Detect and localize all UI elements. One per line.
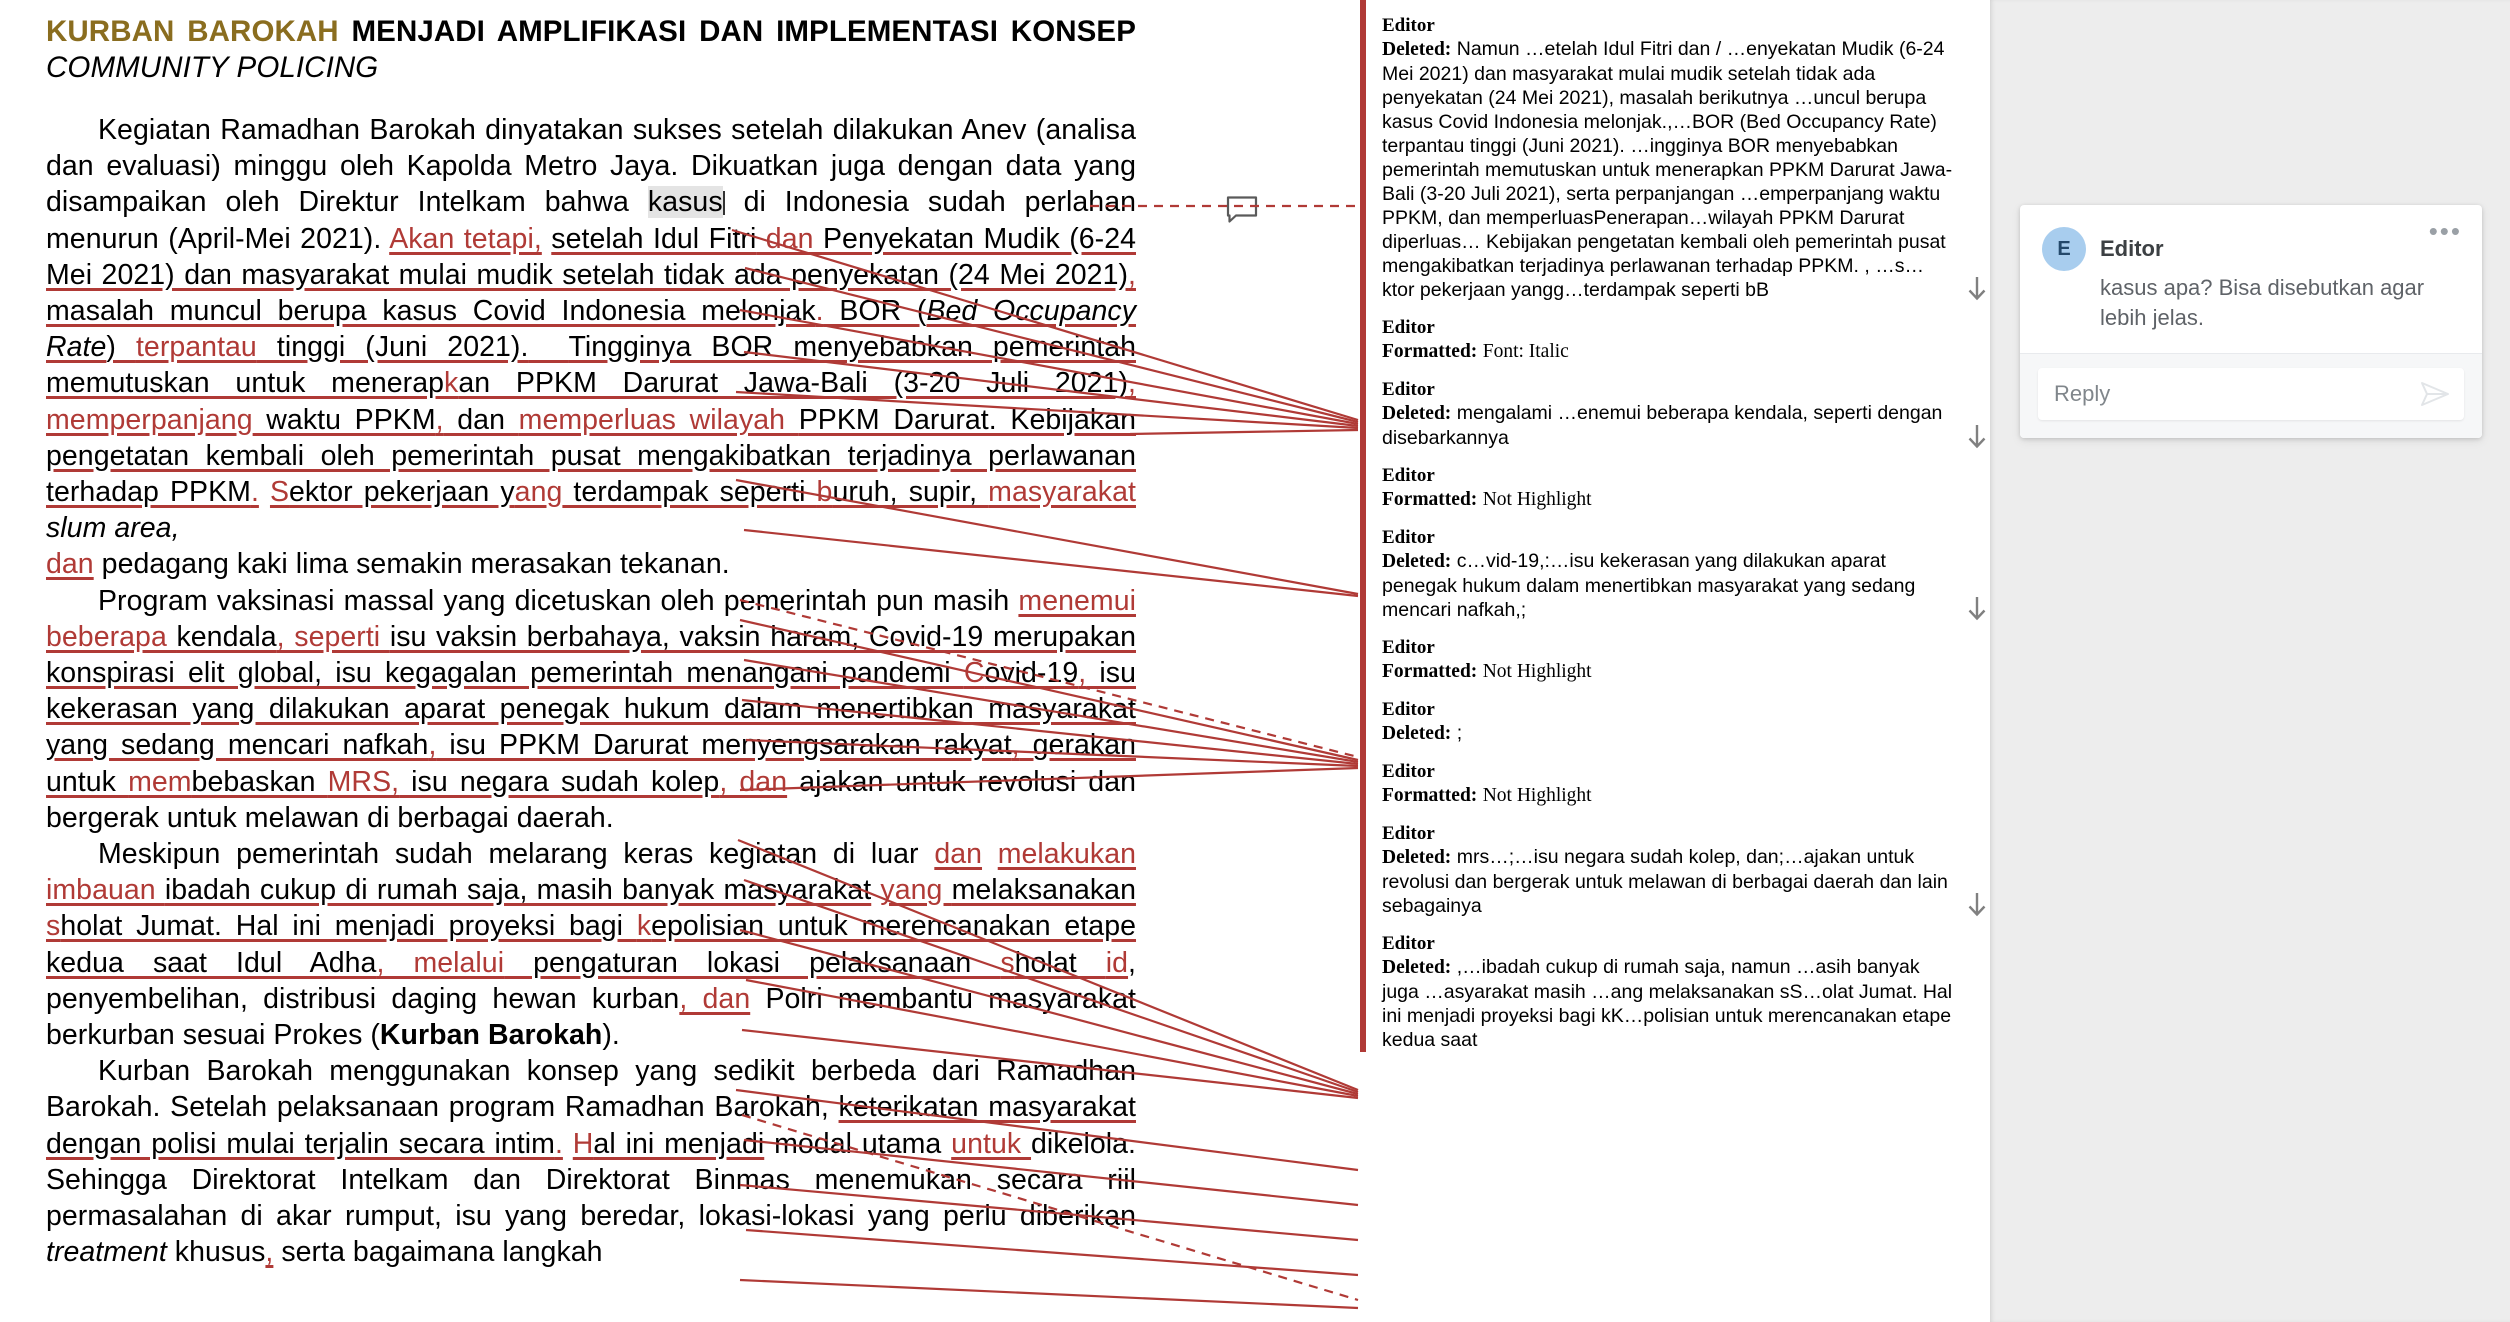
change-bar: [1360, 918, 1366, 1052]
balloon-author: Editor: [1382, 15, 1435, 36]
markup-balloon[interactable]: [1360, 364, 1990, 450]
markup-balloon[interactable]: [1360, 512, 1990, 622]
markup-balloon[interactable]: [1360, 0, 1990, 302]
markup-balloon-pane: [1360, 0, 1990, 1322]
page-title: [46, 14, 1136, 86]
markup-balloon[interactable]: [1360, 746, 1990, 808]
change-bar: [1360, 0, 1366, 302]
comment-card[interactable]: [2020, 205, 2482, 438]
change-bar: [1360, 512, 1366, 622]
balloon-value: Not Highlight: [1482, 785, 1592, 806]
balloon-label: Deleted:: [1382, 39, 1452, 60]
comment-author: Editor: [2100, 236, 2164, 261]
balloon-label: Formatted:: [1382, 489, 1478, 510]
balloon-value: Namun …etelah Idul Fitri dan / …enyekatan Mudik (6-24 Mei 2021) dan masyarakat mulai mudik setelah tidak ada penyekatan (24 Mei 2021), masalah berikutnya …uncul berupa kasus Covid Indonesia melonjak.,…BOR (Bed Occupancy Rate) terpantau tinggi (Juni 2021). …ingginya BOR menyebabkan pemerintah memutuskan untuk menerapkan PPKM Darurat Jawa-Bali (3-20 Juli 2021), serta perpanjangan …emperpanjang waktu PPKM, dan memperluasPenerapan…wilayah PPKM Darurat diperluas… Kebijakan pengetatan kembali oleh pemerintah pusat mengakibatkan terjadinya perlawanan terhadap PPKM. , …s…ktor pekerjaan yangg…terdampak seperti bB: [1382, 38, 1953, 301]
balloon-body: [1382, 549, 1990, 622]
balloon-label: Deleted:: [1382, 551, 1452, 572]
balloon-value: Not Highlight: [1482, 661, 1592, 682]
comment-more-options-icon[interactable]: •••: [2428, 216, 2462, 246]
markup-balloon[interactable]: [1360, 302, 1990, 364]
balloon-label: Deleted:: [1382, 403, 1452, 424]
balloon-body: [1382, 659, 1990, 684]
balloon-author: Editor: [1382, 761, 1435, 782]
balloon-body: [1382, 487, 1990, 512]
markup-balloon[interactable]: [1360, 450, 1990, 512]
balloon-author: Editor: [1382, 465, 1435, 486]
balloon-label: Deleted:: [1382, 723, 1452, 744]
change-bar: [1360, 684, 1366, 746]
change-bar: [1360, 808, 1366, 918]
balloon-value: c…vid-19,:…isu kekerasan yang dilakukan aparat penegak hukum dalam menertibkan masyarakat yang sedang mencari nafkah,;: [1382, 550, 1916, 621]
reply-placeholder: Reply: [2054, 381, 2111, 406]
change-bar: [1360, 746, 1366, 808]
overflow-arrow-icon[interactable]: [1966, 596, 1988, 622]
balloon-body: [1382, 721, 1990, 746]
paragraph-4[interactable]: Kurban Barokah menggunakan konsep yang sedikit berbeda dari Ramadhan Barokah. Setelah pelaksanaan program Ramadhan Barokah, keterikatan masyarakat dengan polisi mulai terjalin secara intim. Hal ini menjadi modal utama untuk dikelola. Sehingga Direktorat Intelkam dan Direktorat Binmas menemukan secara riil permasalahan di akar rumput, isu yang beredar, lokasi-lokasi yang perlu diberikan treatment khusus, serta bagaimana langkah: [46, 1055, 1137, 1269]
comment-anchor-icon[interactable]: [1225, 193, 1259, 227]
balloon-label: Formatted:: [1382, 661, 1478, 682]
send-icon[interactable]: [2420, 380, 2450, 408]
markup-balloon[interactable]: [1360, 918, 1990, 1052]
balloon-label: Formatted:: [1382, 785, 1478, 806]
comment-card-bottom: [2020, 353, 2482, 438]
balloon-body: [1382, 339, 1990, 364]
comment-card-top: [2020, 205, 2482, 353]
insertion-akan-tetapi: Akan tetapi,: [389, 222, 542, 255]
balloon-label: Deleted:: [1382, 847, 1452, 868]
comment-header-row: [2042, 227, 2460, 271]
balloon-value: Not Highlight: [1482, 489, 1592, 510]
markup-balloon[interactable]: [1360, 808, 1990, 918]
balloon-author: Editor: [1382, 933, 1435, 954]
paragraph-1[interactable]: Kegiatan Ramadhan Barokah dinyatakan sukses setelah dilakukan Anev (analisa dan evaluasi) minggu oleh Kapolda Metro Jaya. Dikuatkan juga dengan data yang disampaikan oleh Direktur Intelkam bahwa kasus di Indonesia sudah perlahan menurun (April-Mei 2021). Akan tetapi, setelah Idul Fitri dan Penyekatan Mudik (6-24 Mei 2021) dan masyarakat mulai mudik setelah tidak ada penyekatan (24 Mei 2021), masalah muncul berupa kasus Covid Indonesia melonjak. BOR (Bed Occupancy Rate) terpantau tinggi (Juni 2021). Tingginya BOR menyebabkan pemerintah memutuskan untuk menerapkan PPKM Darurat Jawa-Bali (3-20 Juli 2021), memperpanjang waktu PPKM, dan memperluas wilayah PPKM Darurat. Kebijakan pengetatan kembali oleh pemerintah pusat mengakibatkan terjadinya perlawanan terhadap PPKM. Sektor pekerjaan yang terdampak seperti buruh, supir, masyarakat slum area, dan pedagang kaki lima semakin merasakan tekanan.: [46, 114, 1137, 581]
reply-input[interactable]: [2038, 368, 2464, 420]
markup-balloon[interactable]: [1360, 622, 1990, 684]
balloon-value: mengalami …enemui beberapa kendala, seperti dengan disebarkannya: [1382, 402, 1943, 449]
balloon-body: [1382, 783, 1990, 808]
markup-balloon[interactable]: [1360, 684, 1990, 746]
title-rest-part: MENJADI AMPLIFIKASI DAN IMPLEMENTASI KONSEP: [338, 15, 1136, 48]
balloon-author: Editor: [1382, 527, 1435, 548]
paragraph-3[interactable]: Meskipun pemerintah sudah melarang keras kegiatan di luar dan melakukan imbauan ibadah cukup di rumah saja, masih banyak masyarakat yang melaksanakan sholat Jumat. Hal ini menjadi proyeksi bagi kepolisian untuk merencanakan etape kedua saat Idul Adha, melalui pengaturan lokasi pelaksanaan sholat id, penyembelihan, distribusi daging hewan kurban, dan Polri membantu masyarakat berkurban sesuai Prokes (Kurban Barokah).: [46, 838, 1137, 1052]
change-bar: [1360, 622, 1366, 684]
overflow-arrow-icon[interactable]: [1966, 424, 1988, 450]
balloon-author: Editor: [1382, 637, 1435, 658]
balloon-author: Editor: [1382, 317, 1435, 338]
balloon-author: Editor: [1382, 379, 1435, 400]
balloon-body: [1382, 37, 1990, 302]
selected-word[interactable]: kasus: [647, 186, 723, 219]
overflow-arrow-icon[interactable]: [1966, 892, 1988, 918]
avatar: E: [2042, 227, 2086, 271]
change-bar: [1360, 302, 1366, 364]
balloon-body: [1382, 401, 1990, 450]
balloon-label: Formatted:: [1382, 341, 1478, 362]
balloon-author: Editor: [1382, 823, 1435, 844]
title-italic-part: COMMUNITY POLICING: [46, 51, 379, 84]
comment-text: kasus apa? Bisa disebutkan agar lebih jelas.: [2100, 275, 2425, 330]
balloon-value: Font: Italic: [1482, 341, 1569, 362]
balloon-label: Deleted:: [1382, 957, 1452, 978]
balloon-value: mrs…;…isu negara sudah kolep, dan;…ajakan untuk revolusi dan bergerak untuk melawan di berbagai daerah dan lain sebagainya: [1382, 846, 1948, 917]
text-caret: [723, 191, 725, 215]
balloon-body: [1382, 845, 1990, 918]
comment-pane: [1990, 0, 2510, 1322]
change-bar: [1360, 364, 1366, 450]
title-gold-part: KURBAN BAROKAH: [46, 15, 339, 48]
balloon-value: ;: [1456, 722, 1463, 744]
change-bar: [1360, 450, 1366, 512]
overflow-arrow-icon[interactable]: [1966, 276, 1988, 302]
balloon-body: [1382, 955, 1990, 1052]
balloon-value: ,…ibadah cukup di rumah saja, namun …asih banyak juga …asyarakat masih …ang melaksanakan sS…olat Jumat. Hal ini menjadi proyeksi bagi kK…polisian untuk merencanakan etape kedua saat: [1382, 956, 1953, 1051]
document-text-column: [46, 14, 1136, 1271]
paragraph-2[interactable]: Program vaksinasi massal yang dicetuskan oleh pemerintah pun masih menemui beberapa kendala, seperti isu vaksin berbahaya, vaksin haram, Covid-19 merupakan konspirasi elit global, isu kegagalan pemerintah menangani pandemi Covid-19, isu kekerasan yang dilakukan aparat penegak hukum dalam menertibkan masyarakat yang sedang mencari nafkah, isu PPKM Darurat menyengsarakan rakyat, gerakan untuk membebaskan MRS, isu negara sudah kolep, dan ajakan untuk revolusi dan bergerak untuk melawan di berbagai daerah.: [46, 584, 1137, 834]
balloon-author: Editor: [1382, 699, 1435, 720]
